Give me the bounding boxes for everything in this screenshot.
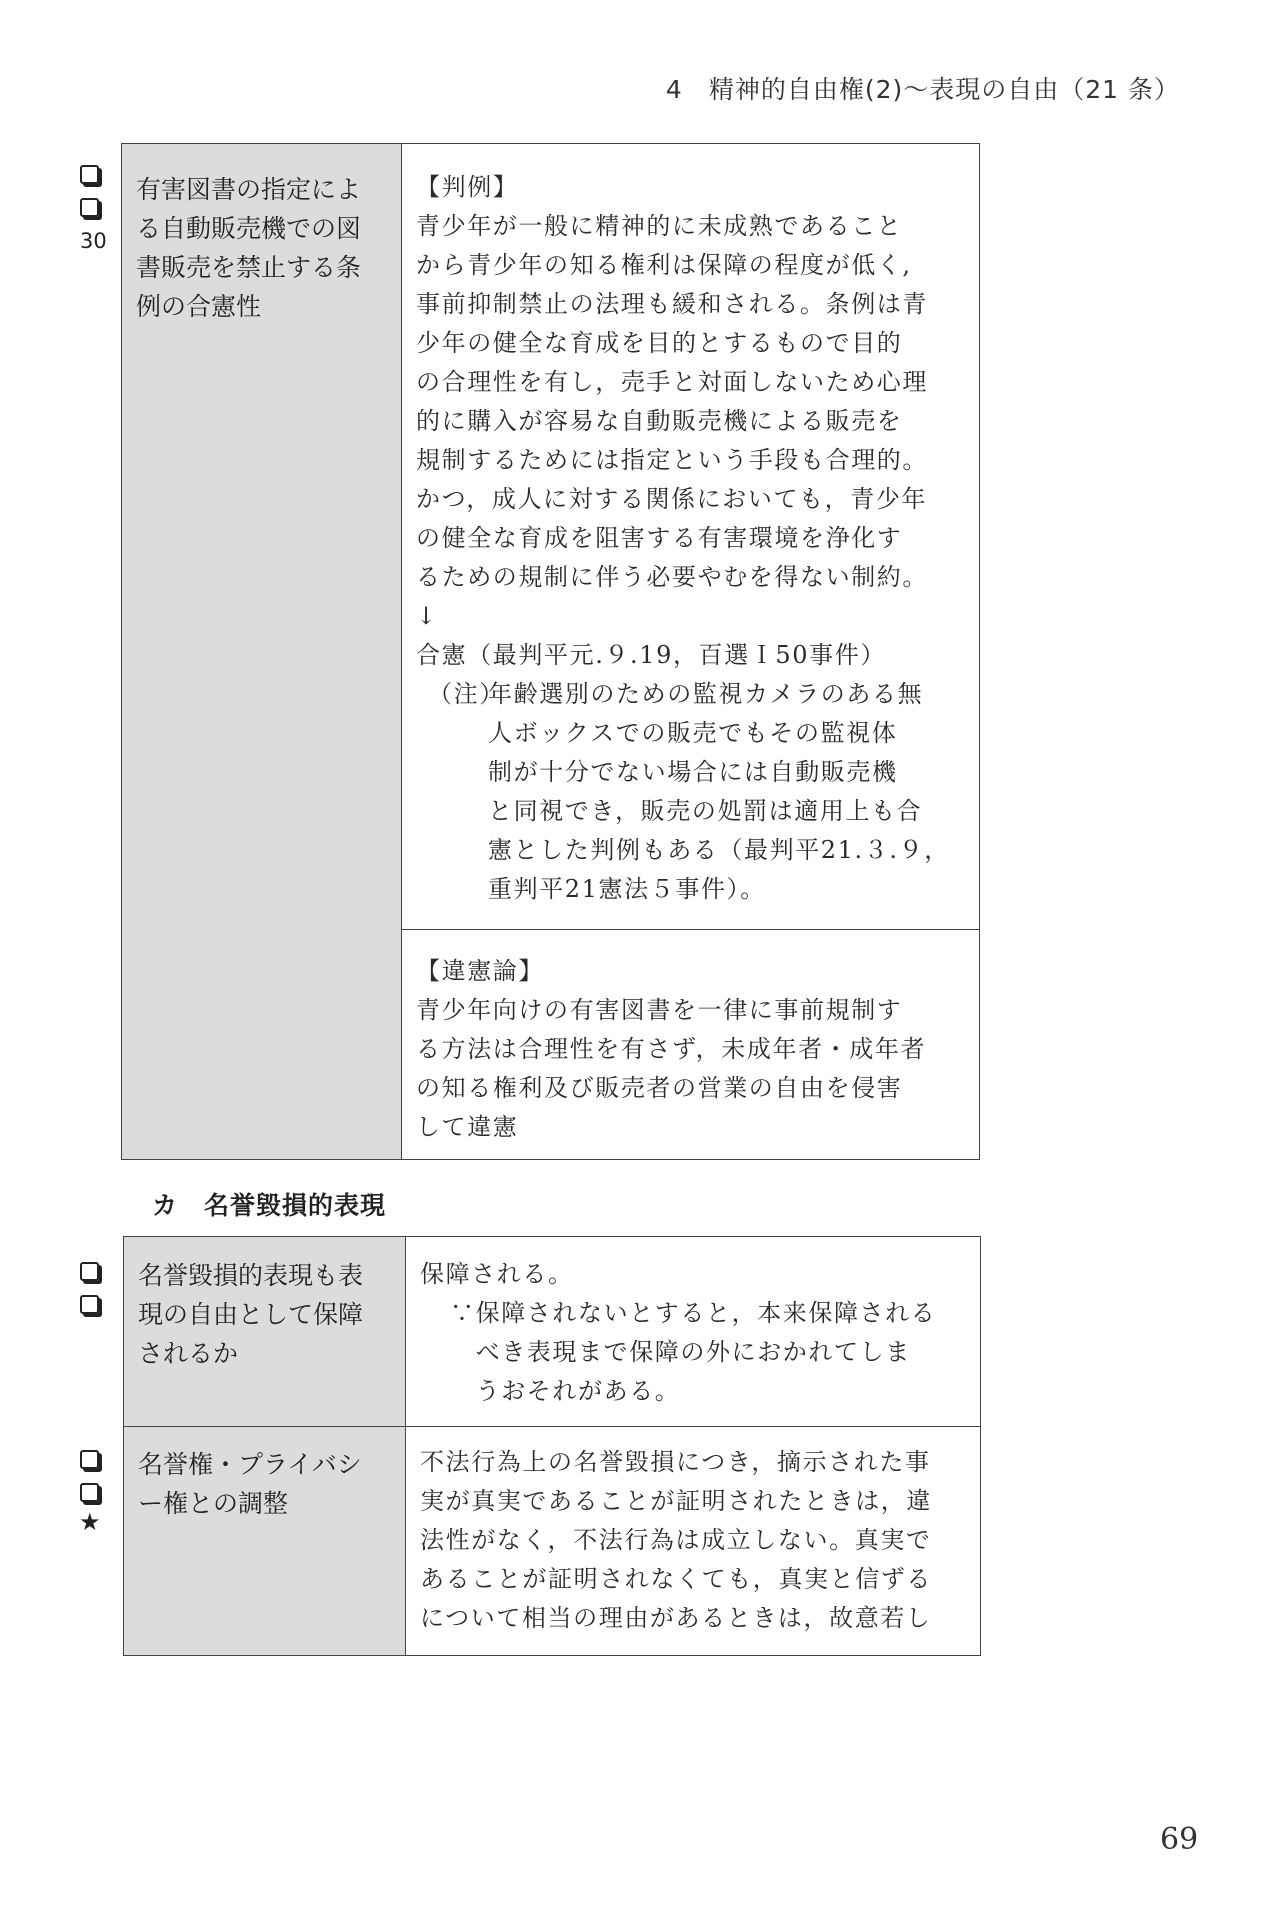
unconstitutional-heading: 【違憲論】: [416, 957, 544, 985]
precedent-heading: 【判例】: [416, 173, 519, 201]
precedent-line: かつ，成人に対する関係においても，青少年: [416, 485, 928, 513]
star-icon: ★: [79, 1508, 101, 1536]
defamation-row-1-marks: [80, 1262, 99, 1328]
answer-line: 不法行為上の名誉毀損につき，摘示された事: [420, 1448, 931, 1476]
precedent-line: 少年の健全な育成を目的とするもので目的: [416, 329, 903, 357]
reason-line: うおそれがある。: [450, 1377, 681, 1405]
answer-cell: [406, 1237, 980, 1426]
precedent-line: 事前抑制禁止の法理も緩和される。条例は青: [416, 290, 928, 318]
unconstitutional-line: る方法は合理性を有さず，未成年者・成年者: [416, 1035, 927, 1063]
running-title: 4 精神的自由権(2)〜表現の自由（21 条）: [665, 75, 1180, 104]
topic-line: 書販売を禁止する条: [136, 253, 362, 282]
unconstitutional-line: して違憲: [416, 1113, 519, 1141]
review-checkbox[interactable]: [80, 198, 99, 217]
answer-cell: [406, 1427, 980, 1655]
topic-line: 例の合憲性: [136, 292, 262, 321]
page-number: 69: [1160, 1822, 1199, 1857]
topic-line: ー権との調整: [138, 1489, 289, 1518]
defamation-row-2-marks: [80, 1450, 101, 1536]
answer-line: 法性がなく，不法行為は成立しない。真実で: [420, 1526, 932, 1554]
section-heading: カ 名誉毀損的表現: [152, 1191, 387, 1220]
precedent-line: 的に購入が容易な自動販売機による販売を: [416, 407, 903, 435]
defamation-table: [123, 1236, 981, 1656]
topic-line: されるか: [138, 1339, 239, 1368]
answer-line: について相当の理由があるときは，故意若し: [420, 1604, 932, 1632]
topic-line: 有害図書の指定によ: [136, 175, 362, 204]
review-checkbox[interactable]: [80, 1295, 99, 1314]
note-line: 憲とした判例もある（最判平21.３.９，: [488, 836, 950, 864]
reason-line: ∵保障されないとすると，本来保障される: [450, 1299, 937, 1327]
note-mark: （注）: [428, 680, 505, 708]
precedent-line: の健全な育成を阻害する有害環境を浄化す: [416, 524, 903, 552]
defamation-row: [124, 1237, 980, 1427]
question-30-table: [121, 143, 980, 1160]
question-30-marks: [80, 165, 107, 253]
precedent-note: [416, 675, 967, 909]
precedent-line: から青少年の知る権利は保障の程度が低く,: [416, 251, 912, 279]
topic-cell: [124, 1237, 406, 1426]
question-number: 30: [80, 229, 107, 253]
topic-line: 現の自由として保障: [138, 1300, 364, 1329]
note-line: 重判平21憲法５事件）。: [488, 875, 766, 903]
precedent-cell: [402, 144, 979, 929]
defamation-row: [124, 1427, 980, 1655]
answer-line: あることが証明されなくても，真実と信ずる: [420, 1565, 932, 1593]
topic-line: る自動販売機での図: [136, 214, 362, 243]
precedent-line: るための規制に伴う必要やむを得ない制約。: [416, 563, 928, 591]
note-line: 年齢選別のための監視カメラのある無: [488, 680, 924, 708]
answer-line: 実が真実であることが証明されたときは，違: [420, 1487, 932, 1515]
note-line: と同視でき，販売の処罰は適用上も合: [488, 797, 923, 825]
unconstitutional-line: 青少年向けの有害図書を一律に事前規制す: [416, 996, 903, 1024]
precedent-conclusion: 合憲（最判平元.９.19，百選Ｉ50事件）: [416, 641, 886, 669]
note-line: 人ボックスでの販売でもその監視体: [488, 719, 898, 747]
note-line: 制が十分でない場合には自動販売機: [488, 758, 898, 786]
topic-cell: [122, 144, 402, 1159]
review-checkbox[interactable]: [80, 165, 99, 184]
review-checkbox[interactable]: [80, 1262, 99, 1281]
precedent-line: の合理性を有し，売手と対面しないため心理: [416, 368, 928, 396]
reason-line: べき表現まで保障の外におかれてしま: [450, 1338, 911, 1366]
answer-line: 保障される。: [420, 1260, 574, 1288]
topic-cell: [124, 1427, 406, 1655]
unconstitutional-line: の知る権利及び販売者の営業の自由を侵害: [416, 1074, 903, 1102]
precedent-line: 規制するためには指定という手段も合理的。: [416, 446, 928, 474]
topic-line: 名誉毀損的表現も表: [138, 1261, 364, 1290]
unconstitutional-cell: [402, 929, 979, 1159]
review-checkbox[interactable]: [80, 1450, 99, 1469]
review-checkbox[interactable]: [80, 1483, 99, 1502]
topic-line: 名誉権・プライバシ: [138, 1450, 362, 1479]
precedent-line: 青少年が一般に精神的に未成熟であること: [416, 212, 903, 240]
down-arrow-icon: ↓: [416, 602, 438, 630]
